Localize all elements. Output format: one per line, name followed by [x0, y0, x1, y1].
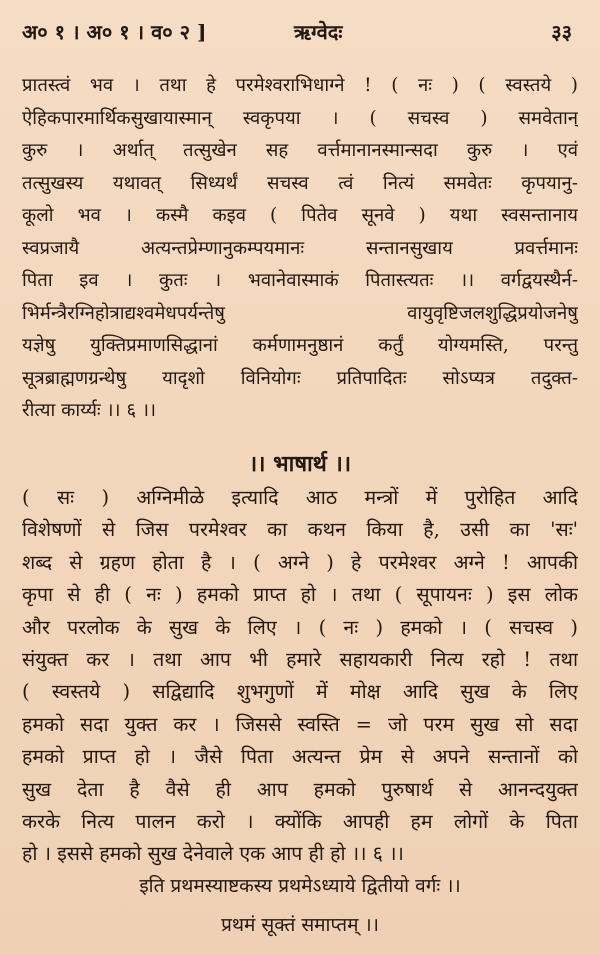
sanskrit-commentary [22, 70, 578, 428]
text-line: रीत्या कार्य्यः ।। ६ ।। [22, 400, 156, 421]
text-line: यज्ञेषु युक्तिप्रमाणसिद्धानां कर्मणामनुष्ठानं कर्तुं योग्यमस्ति, परन्तु [22, 335, 578, 356]
text-line: और परलोक के सुख के लिए । ( नः ) हमको । ( सचस्व ) [22, 615, 578, 639]
text-line: विशेषणों से जिस परमेश्वर का कथन किया है, उसी का 'सः' [22, 518, 578, 542]
text-line: सुख देता है वैसे ही आप हमको पुरुषार्थ से आनन्दयुक्त [22, 777, 578, 801]
header-title: ऋग्वेदः [294, 20, 343, 44]
text-line: कुरु । अर्थात् तत्सुखेन सह वर्त्तमानानस्मान्सदा कुरु । एवं [22, 140, 578, 161]
text-line: ऐहिकपारमार्थिकसुखायास्मान् स्वकृपया । ( सचस्व ) समवेतान् [22, 107, 578, 129]
colophon-varga-end: इति प्रथमस्याष्टकस्य प्रथमेऽध्याये द्वितीयो वर्गः ।। [139, 875, 461, 897]
text-line: संयुक्त कर । तथा आप भी हमारे सहायकारी नित्य रहो ! तथा [22, 647, 578, 671]
text-line: शब्द से ग्रहण होता है । ( अग्ने ) हे परमेश्वर अग्ने ! आपकी [22, 550, 578, 574]
text-line: प्रातस्त्वं भव । तथा हे परमेश्वराभिधाग्ने ! ( नः ) ( स्वस्तये ) [22, 75, 578, 96]
text-line: कूलो भव । कस्मै कइव ( पितेव सूनवे ) यथा स्वसन्तानाय [22, 205, 578, 226]
hindi-translation [22, 482, 578, 871]
running-header [22, 18, 578, 52]
colophon-sukta-end: प्रथमं सूक्तं समाप्तम् ।। [221, 914, 379, 936]
text-line: ( सः ) अग्निमीळे इत्यादि आठ मन्त्रों में पुरोहित आदि [22, 486, 578, 509]
text-line: तत्सुखस्य यथावत् सिध्यर्थं सचस्व त्वं नित्यं समवेतः कृपयानु- [22, 172, 578, 194]
text-line: भिर्मन्त्रैरग्निहोत्राद्यश्वमेधपर्यन्तेषु वायुवृष्टिजलशुद्धिप्रयोजनेषु [22, 302, 578, 324]
text-line: हो । इससे हमको सुख देनेवाले एक आप ही हो ।। ६ ।। [22, 842, 404, 866]
text-line: स्वप्रजायै अत्यन्तप्रेम्णानुकम्पयमानः सन्तानसुखाय प्रवर्त्तमानः [22, 237, 578, 259]
text-line: हमको प्राप्त हो । जैसे पिता अत्यन्त प्रेम से अपने सन्तानों को [22, 745, 578, 769]
text-line: पिता इव । कुतः । भवानेवास्माकं पितास्त्यतः ।। वर्गद्वयस्थैर्न- [22, 270, 578, 291]
section-heading: ।। भाषार्थ ।। [248, 451, 352, 477]
text-line: ( स्वस्तये ) सद्विद्यादि शुभगुणों में मोक्ष आदि सुख के लिए [22, 680, 578, 704]
header-section-ref: अ० १ । अ० १ । व० २ ] [22, 20, 207, 44]
text-line: हमको सदा युक्त कर । जिससे स्वस्ति = जो परम सुख सो सदा [22, 712, 578, 736]
text-line: कृपा से ही ( नः ) हमको प्राप्त हो । तथा ( सूपायनः ) इस लोक [22, 583, 578, 607]
text-line: सूत्रब्राह्मणग्रन्थेषु यादृशो विनियोगः प्रतिपादितः सोऽप्यत्र तदुक्त- [22, 367, 578, 389]
page-number: ३३ [551, 20, 572, 44]
text-line: करके नित्य पालन करो । क्योंकि आपही हम लोगों के पिता [22, 809, 578, 833]
